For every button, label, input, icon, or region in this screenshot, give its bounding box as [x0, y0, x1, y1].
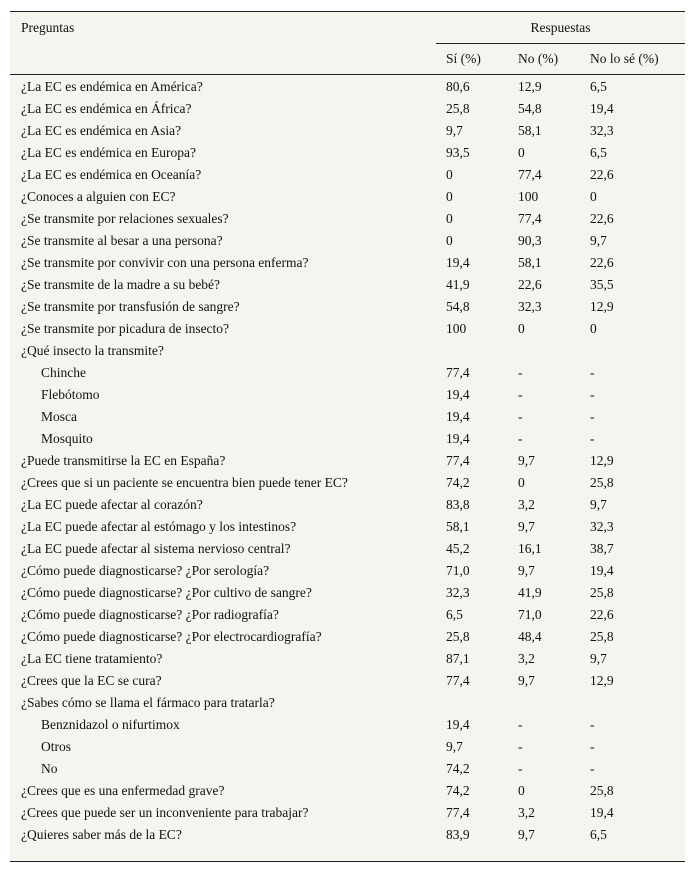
no-cell: 0 — [518, 145, 525, 160]
dont-know-cell: 32,3 — [590, 519, 614, 534]
question-cell: Otros — [41, 739, 71, 754]
yes-cell: 19,4 — [446, 387, 470, 402]
yes-cell: 77,4 — [446, 453, 470, 468]
no-cell: - — [518, 409, 523, 424]
yes-cell: 83,8 — [446, 497, 470, 512]
header-dont-know: No lo sé (%) — [580, 44, 685, 75]
table-row — [10, 604, 685, 626]
question-cell: ¿Crees que si un paciente se encuentra bien puede tener EC? — [21, 475, 348, 490]
question-cell: Mosca — [41, 409, 77, 424]
yes-cell: 32,3 — [446, 585, 470, 600]
dont-know-cell: 6,5 — [590, 145, 607, 160]
no-cell: 90,3 — [518, 233, 542, 248]
no-cell: 9,7 — [518, 827, 535, 842]
question-cell: No — [41, 761, 58, 776]
question-cell: ¿Cómo puede diagnosticarse? ¿Por cultivo de sangre? — [21, 585, 312, 600]
yes-cell: 54,8 — [446, 299, 470, 314]
no-cell — [508, 692, 580, 714]
question-cell: ¿La EC es endémica en Europa? — [21, 145, 197, 160]
yes-cell: 77,4 — [446, 805, 470, 820]
no-cell: 9,7 — [518, 563, 535, 578]
yes-cell: 74,2 — [446, 475, 470, 490]
dont-know-cell: 25,8 — [590, 585, 614, 600]
yes-cell: 58,1 — [446, 519, 470, 534]
question-cell: ¿Crees que puede ser un inconveniente para trabajar? — [21, 805, 309, 820]
table-subrow — [10, 714, 685, 736]
header-answers: Respuestas — [530, 20, 591, 35]
table-subrow — [10, 736, 685, 758]
dont-know-cell: 0 — [590, 189, 597, 204]
dont-know-cell: - — [590, 365, 595, 380]
dont-know-cell: - — [590, 717, 595, 732]
no-cell: 58,1 — [518, 255, 542, 270]
table-header — [10, 12, 685, 75]
table-subrow — [10, 758, 685, 780]
dont-know-cell: 6,5 — [590, 79, 607, 94]
dont-know-cell: 22,6 — [590, 211, 614, 226]
question-cell: ¿Sabes cómo se llama el fármaco para tratarla? — [21, 695, 275, 710]
yes-cell: 25,8 — [446, 629, 470, 644]
dont-know-cell: - — [590, 761, 595, 776]
dont-know-cell: 12,9 — [590, 453, 614, 468]
no-cell: - — [518, 365, 523, 380]
table-subrow — [10, 362, 685, 384]
question-cell: Benznidazol o nifurtimox — [41, 717, 180, 732]
question-cell: ¿La EC puede afectar al corazón? — [21, 497, 203, 512]
dont-know-cell: 38,7 — [590, 541, 614, 556]
table-subrow — [10, 406, 685, 428]
table-row — [10, 164, 685, 186]
yes-cell: 77,4 — [446, 673, 470, 688]
header-no: No (%) — [508, 44, 580, 75]
no-cell: 0 — [518, 321, 525, 336]
no-cell: 41,9 — [518, 585, 542, 600]
question-cell: ¿Cómo puede diagnosticarse? ¿Por serología? — [21, 563, 270, 578]
question-cell: ¿Qué insecto la transmite? — [21, 343, 164, 358]
table-row — [10, 582, 685, 604]
question-cell: ¿Crees que la EC se cura? — [21, 673, 162, 688]
question-cell: ¿Se transmite al besar a una persona? — [21, 233, 223, 248]
yes-cell: 6,5 — [446, 607, 463, 622]
yes-cell: 0 — [446, 167, 453, 182]
no-cell: 3,2 — [518, 805, 535, 820]
question-cell: ¿Cómo puede diagnosticarse? ¿Por electrocardiografía? — [21, 629, 322, 644]
dont-know-cell: 32,3 — [590, 123, 614, 138]
question-cell: ¿Puede transmitirse la EC en España? — [21, 453, 226, 468]
table-row — [10, 75, 685, 99]
yes-cell: 9,7 — [446, 123, 463, 138]
dont-know-cell: 9,7 — [590, 651, 607, 666]
yes-cell: 45,2 — [446, 541, 470, 556]
yes-cell: 93,5 — [446, 145, 470, 160]
question-cell: ¿La EC puede afectar al sistema nervioso central? — [21, 541, 291, 556]
table-row — [10, 648, 685, 670]
yes-cell: 80,6 — [446, 79, 470, 94]
no-cell — [508, 340, 580, 362]
dont-know-cell: 6,5 — [590, 827, 607, 842]
no-cell: 32,3 — [518, 299, 542, 314]
yes-cell: 77,4 — [446, 365, 470, 380]
table-subrow — [10, 428, 685, 450]
dont-know-cell: 9,7 — [590, 233, 607, 248]
yes-cell: 74,2 — [446, 761, 470, 776]
yes-cell — [436, 692, 508, 714]
yes-cell: 83,9 — [446, 827, 470, 842]
no-cell: 3,2 — [518, 497, 535, 512]
table-row — [10, 186, 685, 208]
dont-know-cell: 19,4 — [590, 563, 614, 578]
question-cell: ¿Se transmite por convivir con una persona enferma? — [21, 255, 309, 270]
question-cell: ¿La EC es endémica en África? — [21, 101, 192, 116]
dont-know-cell — [580, 692, 685, 714]
table-row — [10, 472, 685, 494]
no-cell: 9,7 — [518, 519, 535, 534]
question-cell: ¿Se transmite por picadura de insecto? — [21, 321, 230, 336]
dont-know-cell: - — [590, 739, 595, 754]
table-row — [10, 516, 685, 538]
dont-know-cell: 9,7 — [590, 497, 607, 512]
question-cell: ¿Quieres saber más de la EC? — [21, 827, 182, 842]
no-cell: 77,4 — [518, 167, 542, 182]
dont-know-cell: 19,4 — [590, 101, 614, 116]
no-cell: 77,4 — [518, 211, 542, 226]
question-cell: ¿Conoces a alguien con EC? — [21, 189, 176, 204]
no-cell: - — [518, 739, 523, 754]
yes-cell: 19,4 — [446, 255, 470, 270]
dont-know-cell: 25,8 — [590, 629, 614, 644]
dont-know-cell: 12,9 — [590, 673, 614, 688]
question-cell: ¿Se transmite de la madre a su bebé? — [21, 277, 221, 292]
no-cell: - — [518, 387, 523, 402]
question-cell: ¿La EC es endémica en Oceanía? — [21, 167, 202, 182]
table-row — [10, 252, 685, 274]
dont-know-cell: 22,6 — [590, 255, 614, 270]
yes-cell: 74,2 — [446, 783, 470, 798]
yes-cell: 19,4 — [446, 409, 470, 424]
question-cell: ¿La EC puede afectar al estómago y los intestinos? — [21, 519, 297, 534]
table-row — [10, 274, 685, 296]
table-row — [10, 538, 685, 560]
no-cell: 71,0 — [518, 607, 542, 622]
no-cell: 0 — [518, 475, 525, 490]
table-row — [10, 142, 685, 164]
table-row — [10, 208, 685, 230]
table-row — [10, 98, 685, 120]
question-cell: ¿Se transmite por relaciones sexuales? — [21, 211, 229, 226]
dont-know-cell: 35,5 — [590, 277, 614, 292]
dont-know-cell: - — [590, 409, 595, 424]
table-row — [10, 670, 685, 692]
table-row — [10, 318, 685, 340]
question-cell: ¿Cómo puede diagnosticarse? ¿Por radiografía? — [21, 607, 279, 622]
dont-know-cell: - — [590, 431, 595, 446]
yes-cell: 0 — [446, 189, 453, 204]
yes-cell: 19,4 — [446, 717, 470, 732]
no-cell: 48,4 — [518, 629, 542, 644]
yes-cell: 41,9 — [446, 277, 470, 292]
table-row — [10, 692, 685, 714]
question-cell: Mosquito — [41, 431, 93, 446]
question-cell: Chinche — [41, 365, 86, 380]
no-cell: 0 — [518, 783, 525, 798]
no-cell: 9,7 — [518, 673, 535, 688]
yes-cell: 9,7 — [446, 739, 463, 754]
survey-table — [10, 12, 685, 846]
table-row — [10, 340, 685, 362]
survey-table-frame — [10, 11, 685, 862]
yes-cell: 0 — [446, 233, 453, 248]
dont-know-cell: - — [590, 387, 595, 402]
dont-know-cell: 25,8 — [590, 475, 614, 490]
table-row — [10, 824, 685, 846]
no-cell: 58,1 — [518, 123, 542, 138]
no-cell: 9,7 — [518, 453, 535, 468]
no-cell: 3,2 — [518, 651, 535, 666]
table-row — [10, 230, 685, 252]
table-row — [10, 780, 685, 802]
yes-cell: 0 — [446, 211, 453, 226]
table-row — [10, 626, 685, 648]
question-cell: ¿La EC es endémica en América? — [21, 79, 203, 94]
no-cell: 16,1 — [518, 541, 542, 556]
dont-know-cell: 19,4 — [590, 805, 614, 820]
yes-cell: 71,0 — [446, 563, 470, 578]
yes-cell: 87,1 — [446, 651, 470, 666]
no-cell: 100 — [518, 189, 539, 204]
yes-cell: 25,8 — [446, 101, 470, 116]
no-cell: - — [518, 761, 523, 776]
question-cell: ¿La EC tiene tratamiento? — [21, 651, 163, 666]
question-cell: ¿Se transmite por transfusión de sangre? — [21, 299, 240, 314]
dont-know-cell — [580, 340, 685, 362]
no-cell: - — [518, 431, 523, 446]
question-cell: ¿Crees que es una enfermedad grave? — [21, 783, 225, 798]
question-cell: ¿La EC es endémica en Asia? — [21, 123, 182, 138]
dont-know-cell: 22,6 — [590, 167, 614, 182]
no-cell: 12,9 — [518, 79, 542, 94]
table-row — [10, 296, 685, 318]
table-subrow — [10, 384, 685, 406]
question-cell: Flebótomo — [41, 387, 100, 402]
table-body — [10, 75, 685, 847]
dont-know-cell: 12,9 — [590, 299, 614, 314]
yes-cell — [436, 340, 508, 362]
table-row — [10, 560, 685, 582]
no-cell: 54,8 — [518, 101, 542, 116]
yes-cell: 19,4 — [446, 431, 470, 446]
dont-know-cell: 0 — [590, 321, 597, 336]
dont-know-cell: 25,8 — [590, 783, 614, 798]
header-yes: Sí (%) — [436, 44, 508, 75]
yes-cell: 100 — [446, 321, 467, 336]
table-row — [10, 120, 685, 142]
table-row — [10, 450, 685, 472]
no-cell: 22,6 — [518, 277, 542, 292]
table-row — [10, 494, 685, 516]
table-row — [10, 802, 685, 824]
dont-know-cell: 22,6 — [590, 607, 614, 622]
header-questions: Preguntas — [21, 20, 75, 35]
no-cell: - — [518, 717, 523, 732]
